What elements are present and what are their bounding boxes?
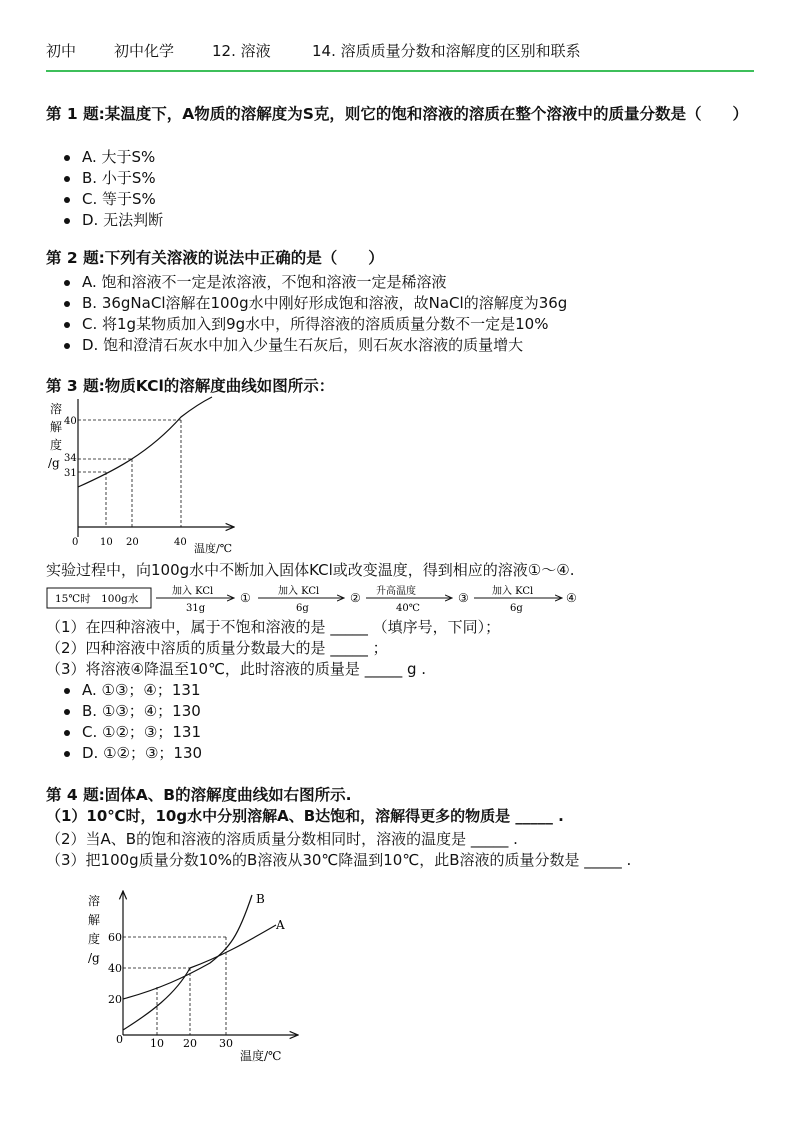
flow-arrow1-top: 加入 KCl (172, 586, 214, 597)
ytick-20: 20 (108, 993, 122, 1006)
q1-options (62, 147, 163, 231)
kcl-solubility-graph (44, 395, 254, 557)
q2-option-b[interactable]: B. 36gNaCl溶解在100g水中刚好形成饱和溶液，故NaCl的溶解度为36g (62, 293, 567, 314)
q3-sub-2: （2）四种溶液中溶质的质量分数最大的是 _____ ； (46, 639, 388, 657)
kcl-curve (78, 397, 212, 487)
flow-arrow2-top: 加入 KCl (278, 586, 320, 597)
xtick-10: 10 (100, 537, 113, 548)
ytick-34: 34 (64, 453, 77, 464)
origin: 0 (72, 537, 79, 548)
q1-option-c[interactable]: C. 等于S% (62, 189, 163, 210)
ytick-60: 60 (108, 931, 122, 944)
ytick-40: 40 (64, 416, 77, 427)
xtick-40: 40 (174, 537, 187, 548)
breadcrumb-level-4[interactable]: 14. 溶质质量分数和溶解度的区别和联系 (312, 42, 581, 60)
flow-arrow4-top: 加入 KCl (492, 586, 534, 597)
ylabel-4: /g (48, 456, 60, 470)
q3-options (62, 680, 202, 764)
xtick-10: 10 (150, 1037, 164, 1050)
q1-option-d[interactable]: D. 无法判断 (62, 210, 163, 231)
ylabel-1: 溶 (88, 894, 101, 908)
q3-option-a[interactable]: A. ①③；④；131 (62, 680, 202, 701)
header-divider (46, 70, 754, 72)
q2-title: 第 2 题:下列有关溶液的说法中正确的是（ ） (46, 249, 384, 267)
curve-b (123, 895, 252, 999)
kcl-flow-diagram (46, 582, 586, 614)
flow-start: 15℃时 100g水 (55, 593, 139, 605)
flow-state-2: ② (350, 591, 361, 605)
xtick-20: 20 (183, 1037, 197, 1050)
curve-b-label: B (256, 892, 265, 906)
flow-arrow1-bot: 31g (186, 603, 206, 614)
flow-arrow3-top: 升高温度 (376, 586, 416, 597)
q4-title: 第 4 题:固体A、B的溶解度曲线如右图所示. (46, 786, 352, 804)
q2-options (62, 272, 567, 356)
q1-title: 第 1 题:某温度下，A物质的溶解度为S克，则它的饱和溶液的溶质在整个溶液中的质量分数是（ ） (46, 105, 748, 123)
xtick-20: 20 (126, 537, 139, 548)
breadcrumb-level-1[interactable]: 初中 (46, 42, 77, 60)
ylabel-2: 解 (50, 420, 63, 434)
q3-sub-1: （1）在四种溶液中，属于不饱和溶液的是 _____ （填序号，下同）； (46, 618, 501, 636)
curve-a (123, 925, 276, 1030)
q4-sub-1: （1）10℃时，10g水中分别溶解A、B达饱和，溶解得更多的物质是 _____ . (46, 807, 564, 825)
ab-solubility-graph (80, 885, 310, 1065)
ylabel-4: /g (88, 951, 100, 965)
q4-sub-3: （3）把100g质量分数10%的B溶液从30℃降温到10℃，此B溶液的质量分数是 _____ . (46, 851, 632, 869)
flow-arrow3-bot: 40℃ (396, 603, 420, 614)
xlabel: 温度/℃ (194, 542, 233, 555)
q3-option-d[interactable]: D. ①②；③；130 (62, 743, 202, 764)
flow-arrow4-bot: 6g (510, 603, 523, 614)
q2-option-a[interactable]: A. 饱和溶液不一定是浓溶液，不饱和溶液一定是稀溶液 (62, 272, 567, 293)
ylabel-1: 溶 (50, 402, 63, 416)
q1-option-a[interactable]: A. 大于S% (62, 147, 163, 168)
flow-state-1: ① (240, 591, 251, 605)
q1-option-b[interactable]: B. 小于S% (62, 168, 163, 189)
q4-sub-2: （2）当A、B的饱和溶液的溶质质量分数相同时，溶液的温度是 _____ . (46, 830, 518, 848)
ylabel-3: 度 (88, 932, 101, 946)
breadcrumb-level-3[interactable]: 12. 溶液 (212, 42, 271, 60)
q2-option-c[interactable]: C. 将1g某物质加入到9g水中，所得溶液的溶质质量分数不一定是10% (62, 314, 567, 335)
q3-process-text: 实验过程中，向100g水中不断加入固体KCl或改变温度，得到相应的溶液①～④. (46, 561, 575, 579)
ytick-40: 40 (108, 962, 122, 975)
xlabel: 温度/℃ (240, 1049, 282, 1063)
q3-option-b[interactable]: B. ①③；④；130 (62, 701, 202, 722)
curve-a-label: A (276, 918, 285, 932)
flow-state-4: ④ (566, 591, 577, 605)
ylabel-3: 度 (50, 438, 63, 452)
q2-option-d[interactable]: D. 饱和澄清石灰水中加入少量生石灰后，则石灰水溶液的质量增大 (62, 335, 567, 356)
origin: 0 (116, 1033, 123, 1046)
q3-sub-3: （3）将溶液④降温至10℃，此时溶液的质量是 _____ g . (46, 660, 427, 678)
q3-title: 第 3 题:物质KCl的溶解度曲线如图所示： (46, 377, 335, 395)
q3-option-c[interactable]: C. ①②；③；131 (62, 722, 202, 743)
ytick-31: 31 (64, 468, 77, 479)
breadcrumb-level-2[interactable]: 初中化学 (114, 42, 175, 60)
ylabel-2: 解 (88, 913, 101, 927)
flow-arrow2-bot: 6g (296, 603, 309, 614)
flow-state-3: ③ (458, 591, 469, 605)
xtick-30: 30 (219, 1037, 233, 1050)
